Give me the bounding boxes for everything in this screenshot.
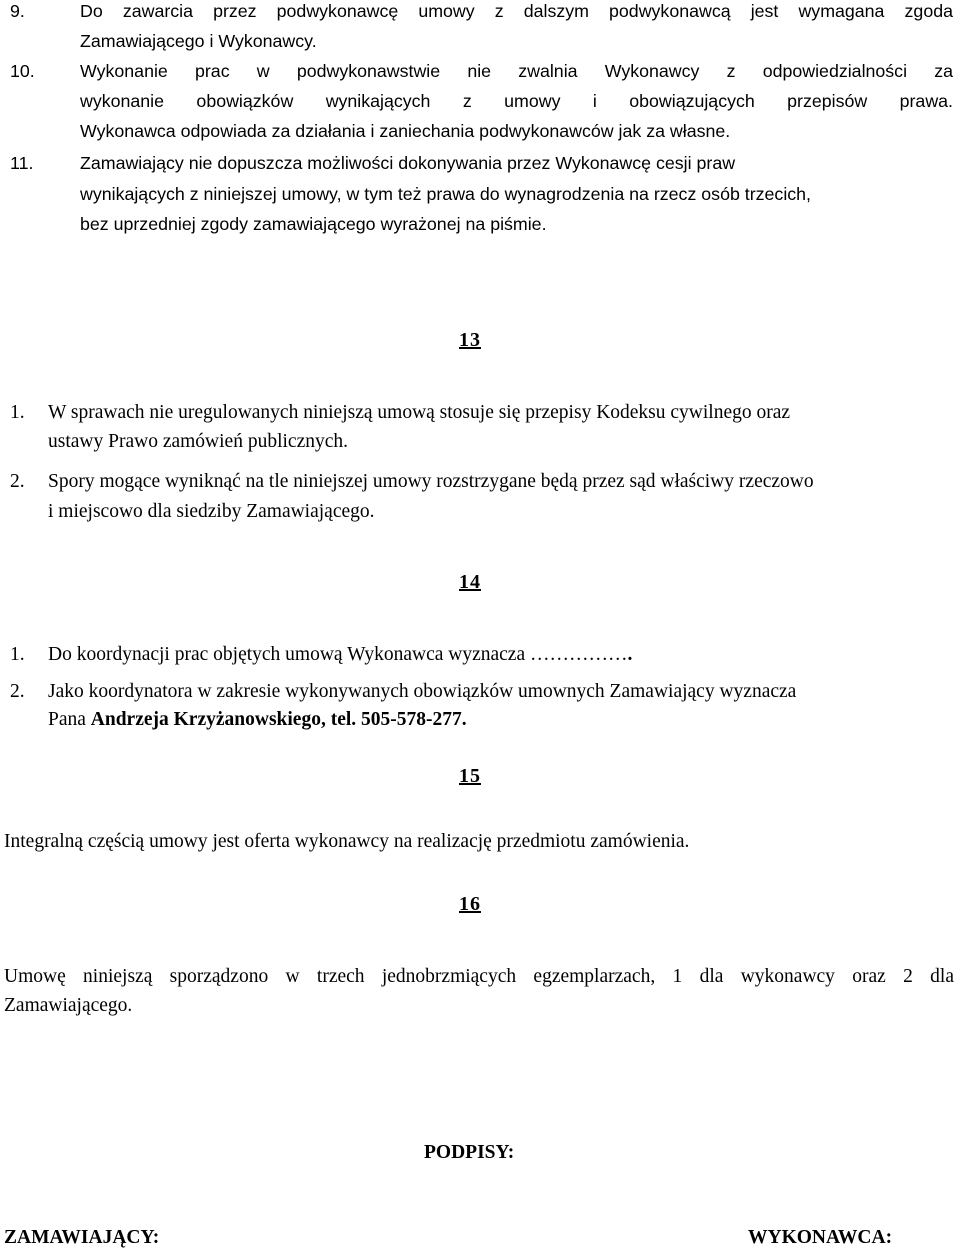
coordinator-blank: …………… <box>530 644 628 665</box>
coordinator-name-phone: Andrzeja Krzyżanowskiego, tel. 505-578-277. <box>90 709 467 730</box>
section-16-line-1: Umowę niniejszą sporządzono w trzech jednobrzmiących egzemplarzach, 1 dla wykonawcy oraz 2 dla <box>4 966 954 987</box>
point-10-line-2: wykonanie obowiązków wynikających z umowy i obowiązujących przepisów prawa. <box>80 91 953 111</box>
point-10-number: 10. <box>10 61 35 81</box>
section-14-heading: 14 <box>459 571 481 593</box>
section-14-item-1-text <box>48 645 632 665</box>
point-9-line-1: Do zawarcia przez podwykonawcę umowy z dalszym podwykonawcą jest wymagana zgoda <box>80 1 953 21</box>
point-11-line-3: bez uprzedniej zgody zamawiającego wyrażonej na piśmie. <box>80 214 547 234</box>
section-14-item-2-number: 2. <box>10 681 25 702</box>
section-15-text: Integralną częścią umowy jest oferta wykonawcy na realizację przedmiotu zamówienia. <box>4 831 690 852</box>
section-15-heading: 15 <box>459 765 481 787</box>
point-9-number: 9. <box>10 1 25 21</box>
section-16-line-2: Zamawiającego. <box>4 995 133 1016</box>
section-14-item-1-number: 1. <box>10 644 25 665</box>
section-14-item-1-dot: . <box>627 644 633 665</box>
point-10-line-1: Wykonanie prac w podwykonawstwie nie zwalnia Wykonawcy z odpowiedzialności za <box>80 61 953 81</box>
section-13-item-1-number: 1. <box>10 402 25 423</box>
section-13-item-2-line-2: i miejscowo dla siedziby Zamawiającego. <box>48 501 375 522</box>
section-14-item-1-label: Do koordynacji prac objętych umową Wykonawca wyznacza <box>48 644 530 665</box>
signature-client-label: ZAMAWIAJĄCY: <box>4 1227 160 1248</box>
point-10-line-3: Wykonawca odpowiada za działania i zaniechania podwykonawców jak za własne. <box>80 121 731 141</box>
point-11-line-1: Zamawiający nie dopuszcza możliwości dokonywania przez Wykonawcę cesji praw <box>80 153 736 173</box>
section-14-item-2-line-1: Jako koordynatora w zakresie wykonywanych obowiązków umownych Zamawiający wyznacza <box>48 681 797 702</box>
section-13-heading: 13 <box>459 329 481 351</box>
section-14-item-2-line-2 <box>48 710 467 730</box>
coordinator-prefix: Pana <box>48 709 91 730</box>
point-9-line-2: Zamawiającego i Wykonawcy. <box>80 31 317 51</box>
point-11-line-2: wynikających z niniejszej umowy, w tym też prawa do wynagrodzenia na rzecz osób trzecich, <box>80 184 811 204</box>
signature-contractor-label: WYKONAWCA: <box>748 1227 893 1248</box>
section-16-heading: 16 <box>459 893 481 915</box>
section-13-item-2-number: 2. <box>10 471 25 492</box>
signatures-title: PODPISY: <box>424 1142 515 1163</box>
section-13-item-1-line-2: ustawy Prawo zamówień publicznych. <box>48 431 349 452</box>
section-13-item-2-line-1: Spory mogące wyniknąć na tle niniejszej umowy rozstrzygane będą przez sąd właściwy rzeczowo <box>48 471 814 492</box>
section-13-item-1-line-1: W sprawach nie uregulowanych niniejszą umową stosuje się przepisy Kodeksu cywilnego oraz <box>48 402 791 423</box>
point-11-number: 11. <box>10 153 34 173</box>
